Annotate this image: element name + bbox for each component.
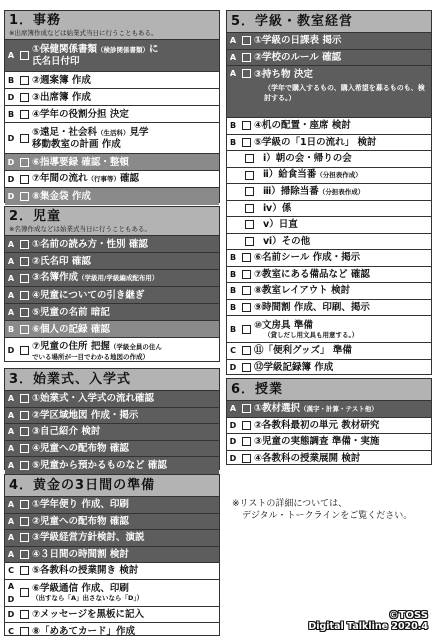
priority-label: B xyxy=(7,324,15,334)
item-text-suffix: に xyxy=(149,44,159,55)
checklist-item[interactable] xyxy=(5,424,219,441)
item-text: ⑪「便利グッズ」 準備 xyxy=(254,345,352,357)
item-note-line2: でいる場所が一目でわかる地図の作成） xyxy=(32,352,149,361)
item-text: ⑨時間割 作成、印刷、掲示 xyxy=(254,301,370,313)
checkbox[interactable] xyxy=(242,69,251,78)
checklist-item[interactable] xyxy=(5,270,219,287)
section-jugyo xyxy=(226,378,432,465)
section-title: 4．黄金の3日間の準備 xyxy=(9,478,156,493)
section-title: 6．授業 xyxy=(231,382,284,397)
checkbox[interactable] xyxy=(20,257,29,266)
checkbox[interactable] xyxy=(20,461,29,470)
checkbox[interactable] xyxy=(245,237,254,246)
item-text: ⅳ）係 xyxy=(263,202,292,214)
priority-label: D xyxy=(7,192,15,201)
priority-label: A xyxy=(7,307,15,317)
item-text: ⑫学級記録簿 作成 xyxy=(254,362,334,374)
priority-label: D xyxy=(7,594,15,604)
checkbox[interactable] xyxy=(20,158,29,167)
footnote xyxy=(232,498,412,522)
checklist-item[interactable] xyxy=(5,236,219,253)
item-text: ③出席簿 作成 xyxy=(32,91,91,103)
item-text: ⑦年間の流れ xyxy=(32,173,88,184)
priority-label: A xyxy=(7,290,15,300)
item-text: ⅴ）日直 xyxy=(263,219,298,231)
checklist-item[interactable] xyxy=(5,623,219,640)
item-text: ⑥名前シール 作成・掲示 xyxy=(254,252,361,264)
item-text: ⑤遠足・社会科 xyxy=(32,126,98,138)
checklist-item[interactable] xyxy=(5,441,219,458)
checklist-item[interactable] xyxy=(5,457,219,474)
item-text: ⑥学級通信 作成、印刷 xyxy=(32,583,129,594)
checkbox[interactable] xyxy=(242,325,251,334)
priority-label: D xyxy=(229,437,237,447)
item-text: ⑧教室レイアウト 検討 xyxy=(254,285,351,297)
priority-label: A xyxy=(7,549,15,559)
checkbox[interactable] xyxy=(20,411,29,420)
item-text: ⅵ）その他 xyxy=(263,235,311,247)
priority-label: D xyxy=(7,609,15,619)
priority-label: A xyxy=(7,581,15,591)
section-jido xyxy=(4,206,220,362)
item-text: ③名簿作成 xyxy=(32,272,79,283)
checklist-item[interactable] xyxy=(227,451,431,468)
checklist-item[interactable] xyxy=(227,401,431,418)
item-text: ⅰ）朝の会・帰りの会 xyxy=(263,153,352,165)
checkbox[interactable] xyxy=(20,500,29,509)
checkbox[interactable] xyxy=(242,53,251,62)
checklist-subitem[interactable] xyxy=(227,201,431,218)
section-header xyxy=(5,207,219,236)
item-text: ①始業式・入学式の流れ確認 xyxy=(32,393,155,405)
checkbox[interactable] xyxy=(242,421,251,430)
checkbox[interactable] xyxy=(20,444,29,453)
section-header xyxy=(227,11,431,33)
checkbox[interactable] xyxy=(20,588,29,597)
item-text: ②各教科最初の単元 教材研究 xyxy=(254,419,380,431)
checklist-subitem[interactable] xyxy=(227,234,431,251)
checklist-item[interactable] xyxy=(227,360,431,377)
checklist-item[interactable] xyxy=(227,250,431,267)
checkbox[interactable] xyxy=(242,36,251,45)
item-text-line2: 移動教室の計画 作成 xyxy=(32,138,121,150)
checklist-item[interactable] xyxy=(5,530,219,547)
item-text: ④各教科の授業展開 検討 xyxy=(254,453,361,465)
priority-label: B xyxy=(229,302,237,312)
checklist-item[interactable] xyxy=(5,106,219,123)
checklist-item[interactable] xyxy=(5,40,219,72)
item-text: ②学校のルール 確認 xyxy=(254,51,342,63)
checkbox[interactable] xyxy=(245,204,254,213)
item-text: ①学級の日課表 掲示 xyxy=(254,35,342,47)
priority-label: A xyxy=(7,239,15,249)
item-note: （学級全員の住ん xyxy=(109,342,162,351)
item-text: ④児童への配布物 確認 xyxy=(32,442,129,454)
item-note-line2: （貸しだし用文具も用意する。） xyxy=(264,330,359,339)
checkbox[interactable] xyxy=(242,138,251,147)
checkbox[interactable] xyxy=(20,240,29,249)
credit-text: Digital Talkline 2020.4 xyxy=(308,621,428,632)
item-note-line2: （出すなら「A」出さないなら「D」） xyxy=(32,594,144,602)
toss-credit xyxy=(308,610,428,632)
priority-label: A xyxy=(7,460,15,470)
checkbox[interactable] xyxy=(245,171,254,180)
checklist-item[interactable] xyxy=(5,89,219,106)
item-text: ⑤各教科の授業開き 検討 xyxy=(32,565,139,577)
priority-label: D xyxy=(7,346,15,355)
checklist-item[interactable] xyxy=(227,343,431,360)
checklist-item[interactable] xyxy=(5,547,219,564)
priority-label: C xyxy=(230,346,236,356)
item-text: ③自己紹介 検討 xyxy=(32,426,101,438)
checkbox[interactable] xyxy=(20,134,29,143)
checkbox[interactable] xyxy=(242,253,251,262)
footnote-line: ※リストの詳細については、 xyxy=(232,499,348,509)
item-text-line2: 氏名日付印 xyxy=(32,56,80,67)
priority-label: B xyxy=(229,253,237,263)
checkbox[interactable] xyxy=(20,93,29,102)
checklist-item[interactable] xyxy=(227,283,431,300)
priority-label: C xyxy=(8,566,14,576)
priority-label: A xyxy=(7,516,15,526)
priority-label: D xyxy=(229,454,237,464)
checklist-item[interactable] xyxy=(5,607,219,624)
section-note: ※名簿作成などは始業式当日に行うこともある。 xyxy=(9,225,151,233)
checkbox[interactable] xyxy=(242,286,251,295)
checkbox[interactable] xyxy=(242,437,251,446)
checklist-subitem[interactable] xyxy=(227,168,431,185)
item-text: ⑥個人の記録 確認 xyxy=(32,323,110,335)
section-title: 3．始業式、入学式 xyxy=(9,372,132,387)
item-text: ②学区域地図 作成・掲示 xyxy=(32,409,139,421)
checkbox[interactable] xyxy=(20,51,29,60)
priority-label: B xyxy=(229,286,237,296)
section-gakkyu-keiei xyxy=(226,10,432,375)
priority-label: D xyxy=(7,92,15,102)
checklist-item[interactable] xyxy=(5,171,219,188)
priority-label: D xyxy=(229,363,237,373)
item-text: ⑦児童の住所 把握 xyxy=(32,340,110,352)
item-note: （分担表作成） xyxy=(316,171,362,180)
item-note-line2: （学年で購入するもの、購入希望を募るものも、検討する。） xyxy=(264,84,425,102)
checklist-item[interactable] xyxy=(227,135,431,152)
section-golden-3-days xyxy=(4,474,220,636)
item-text: ①教材選択 xyxy=(254,402,301,414)
item-text: ⅱ）給食当番 xyxy=(263,169,317,181)
item-text: ④児童についての引き継ぎ xyxy=(32,289,145,301)
section-jimu xyxy=(4,10,220,203)
checkbox[interactable] xyxy=(20,627,29,636)
checkbox[interactable] xyxy=(20,192,29,201)
priority-label: A xyxy=(7,533,15,543)
priority-label: A xyxy=(229,404,237,414)
checklist-item[interactable] xyxy=(227,316,431,343)
item-note: （分担表作成） xyxy=(318,187,365,196)
checkbox[interactable] xyxy=(20,110,29,119)
section-note: ※出席簿作成などは始業式当日に行うこともある。 xyxy=(9,29,158,37)
item-text: ⑩文房具 準備 xyxy=(254,319,313,331)
checkbox[interactable] xyxy=(245,187,254,196)
checkbox[interactable] xyxy=(20,610,29,619)
checklist-item[interactable] xyxy=(5,188,219,205)
checkbox[interactable] xyxy=(20,76,29,85)
checkbox[interactable] xyxy=(20,325,29,334)
checklist-item[interactable] xyxy=(227,434,431,451)
item-text-suffix: 見学 xyxy=(129,126,149,138)
checkbox[interactable] xyxy=(242,270,251,279)
priority-label: B xyxy=(229,324,237,334)
section-title: 1．事務 xyxy=(9,13,62,28)
checklist-item[interactable] xyxy=(5,514,219,531)
item-text-suffix: 確認 xyxy=(120,173,140,184)
checklist-item[interactable] xyxy=(227,300,431,317)
checklist-item[interactable] xyxy=(5,123,219,154)
checkbox[interactable] xyxy=(20,550,29,559)
priority-label: D xyxy=(7,174,15,184)
section-header xyxy=(5,369,219,391)
item-text: ⑧集金袋 作成 xyxy=(32,191,91,202)
checkbox[interactable] xyxy=(20,566,29,575)
item-note: （漢字・計算・テスト他） xyxy=(300,404,378,413)
priority-label: B xyxy=(229,121,237,131)
checkbox[interactable] xyxy=(242,363,251,372)
checklist-subitem[interactable] xyxy=(227,151,431,168)
copyright-text: ©TOSS xyxy=(388,610,428,621)
priority-label: D xyxy=(7,133,15,143)
checklist-item[interactable] xyxy=(5,321,219,338)
checkbox[interactable] xyxy=(20,533,29,542)
checkbox[interactable] xyxy=(242,404,251,413)
checklist-item[interactable] xyxy=(5,497,219,514)
section-shigyoshiki xyxy=(4,368,220,470)
checklist-item[interactable] xyxy=(5,580,219,607)
item-text: ③持ち物 決定 xyxy=(254,69,313,80)
checklist-item[interactable] xyxy=(5,304,219,321)
checklist-item[interactable] xyxy=(5,338,219,363)
item-text: ⑤児童から預かるものなど 確認 xyxy=(32,459,167,471)
checkbox[interactable] xyxy=(245,154,254,163)
checkbox[interactable] xyxy=(245,220,254,229)
section-title: 5．学級・教室経営 xyxy=(231,14,354,29)
checklist-item[interactable] xyxy=(227,118,431,135)
checkbox[interactable] xyxy=(20,175,29,184)
checklist-item[interactable] xyxy=(5,563,219,580)
item-text: ②氏名印 確認 xyxy=(32,255,91,267)
checkbox[interactable] xyxy=(242,121,251,130)
item-text: ②児童への配布物 確認 xyxy=(32,515,129,527)
item-text: ⅲ）掃除当番 xyxy=(263,185,319,197)
checkbox[interactable] xyxy=(20,517,29,526)
item-note: （検診関係書類） xyxy=(97,46,150,54)
item-note: （行事等） xyxy=(87,175,121,183)
item-text: ③児童の実態調査 準備・実施 xyxy=(254,436,380,448)
item-text: ⑦教室にある備品など 確認 xyxy=(254,268,370,280)
checklist-item[interactable] xyxy=(5,253,219,270)
item-text: ⑤学級の「1日の流れ」 検討 xyxy=(254,136,377,148)
checklist-item[interactable] xyxy=(5,408,219,425)
item-text: ①保健関係書類 xyxy=(32,44,98,55)
item-text: ④机の配置・座席 検討 xyxy=(254,120,351,132)
priority-label: D xyxy=(229,420,237,430)
checkbox[interactable] xyxy=(242,303,251,312)
priority-label: A xyxy=(7,394,15,404)
item-text: ⑦メッセージを黒板に記入 xyxy=(32,608,144,620)
item-text: ⑤児童の名前 暗記 xyxy=(32,306,110,318)
checkbox[interactable] xyxy=(20,346,29,355)
priority-label: A xyxy=(7,427,15,437)
checklist-item[interactable] xyxy=(227,50,431,67)
item-note: （生活科） xyxy=(97,128,130,137)
checklist-item[interactable] xyxy=(227,66,431,118)
checklist-subitem[interactable] xyxy=(227,184,431,201)
priority-label: A xyxy=(7,51,15,60)
priority-label: A xyxy=(229,69,237,78)
section-header xyxy=(227,379,431,401)
item-text: ⑧「めあてカード」作成 xyxy=(32,625,136,637)
priority-label: A xyxy=(229,36,237,46)
section-header xyxy=(5,11,219,40)
priority-label: B xyxy=(7,109,15,119)
priority-label: B xyxy=(7,75,15,85)
item-text: ①名前の読み方・性別 確認 xyxy=(32,238,148,250)
priority-label: A xyxy=(7,256,15,266)
priority-label: A xyxy=(7,410,15,420)
priority-label: C xyxy=(8,626,14,636)
priority-label: A xyxy=(7,500,15,510)
section-header xyxy=(5,475,219,497)
item-text: ④学年の役割分担 決定 xyxy=(32,108,129,120)
item-note: （学級用/学級編成配布用） xyxy=(78,274,159,282)
item-text: ③学級経営方針検討、演説 xyxy=(32,532,145,544)
priority-label: A xyxy=(229,52,237,62)
checklist-item[interactable] xyxy=(227,33,431,50)
item-text: ①学年便り 作成、印刷 xyxy=(32,499,129,511)
checklist-item[interactable] xyxy=(5,287,219,304)
checklist-item[interactable] xyxy=(5,154,219,171)
checkbox[interactable] xyxy=(20,274,29,283)
checklist-subitem[interactable] xyxy=(227,217,431,234)
checkbox[interactable] xyxy=(20,308,29,317)
priority-label: A xyxy=(7,273,15,283)
priority-label: B xyxy=(229,137,237,147)
priority-label: D xyxy=(7,157,15,167)
checklist-item[interactable] xyxy=(227,418,431,435)
section-title: 2．児童 xyxy=(9,209,62,224)
item-text: ②週案簿 作成 xyxy=(32,74,91,86)
item-text: ⑥指導要録 確認・整頓 xyxy=(32,156,129,168)
checkbox[interactable] xyxy=(242,454,251,463)
checklist-item[interactable] xyxy=(227,267,431,284)
footnote-line: デジタル・トークラインをご覧ください。 xyxy=(242,511,413,521)
priority-label: A xyxy=(7,443,15,453)
checkbox[interactable] xyxy=(242,346,251,355)
checkbox[interactable] xyxy=(20,291,29,300)
checkbox[interactable] xyxy=(20,394,29,403)
checklist-item[interactable] xyxy=(5,72,219,89)
item-text: ④３日間の時間割 検討 xyxy=(32,548,129,560)
priority-label: B xyxy=(229,269,237,279)
checklist-item[interactable] xyxy=(5,391,219,408)
checkbox[interactable] xyxy=(20,427,29,436)
